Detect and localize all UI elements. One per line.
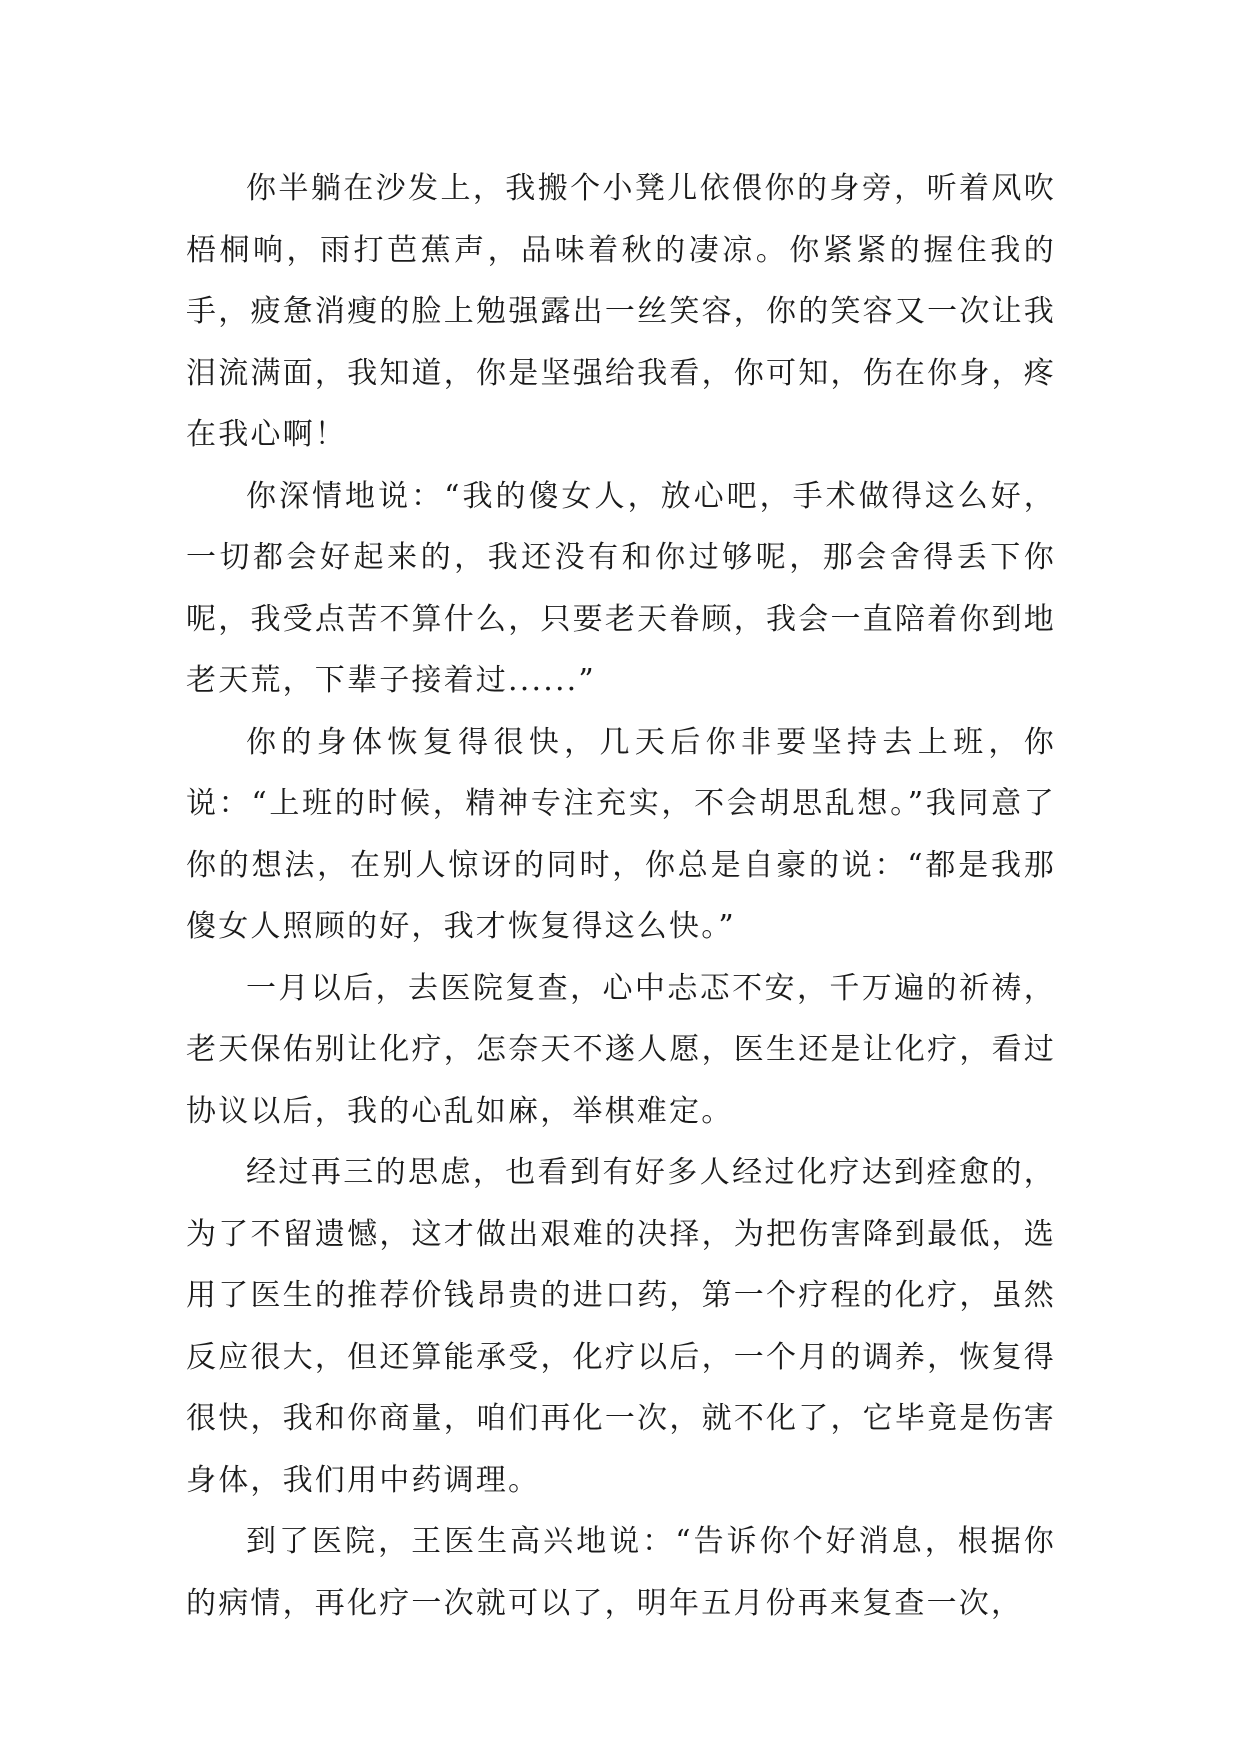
article-body [186, 158, 1056, 1634]
paragraph: 你的身体恢复得很快，几天后你非要坚持去上班，你说：“上班的时候，精神专注充实，不会胡思乱想。”我同意了你的想法，在别人惊讶的同时，你总是自豪的说：“都是我那傻女人照顾的好，我才恢复得这么快。” [186, 724, 1056, 944]
paragraph: 一月以后，去医院复查，心中忐忑不安，千万遍的祈祷，老天保佑别让化疗，怎奈天不遂人愿，医生还是让化疗，看过协议以后，我的心乱如麻，举棋难定。 [186, 970, 1056, 1129]
paragraph: 到了医院，王医生高兴地说：“告诉你个好消息，根据你的病情，再化疗一次就可以了，明年五月份再来复查一次， [186, 1524, 1056, 1621]
paragraph: 你半躺在沙发上，我搬个小凳儿依偎你的身旁，听着风吹梧桐响，雨打芭蕉声，品味着秋的凄凉。你紧紧的握住我的手，疲惫消瘦的脸上勉强露出一丝笑容，你的笑容又一次让我泪流满面，我知道，你是坚强给我看，你可知，伤在你身，疼在我心啊！ [186, 171, 1056, 452]
paragraph: 经过再三的思虑，也看到有好多人经过化疗达到痊愈的，为了不留遗憾，这才做出艰难的决择，为把伤害降到最低，选用了医生的推荐价钱昂贵的进口药，第一个疗程的化疗，虽然反应很大，但还算能承受，化疗以后，一个月的调养，恢复得很快，我和你商量，咱们再化一次，就不化了，它毕竟是伤害身体，我们用中药调理。 [186, 1155, 1056, 1498]
paragraph: 你深情地说：“我的傻女人，放心吧，手术做得这么好，一切都会好起来的，我还没有和你过够呢，那会舍得丢下你呢，我受点苦不算什么，只要老天眷顾，我会一直陪着你到地老天荒，下辈子接着过......” [186, 478, 1056, 698]
